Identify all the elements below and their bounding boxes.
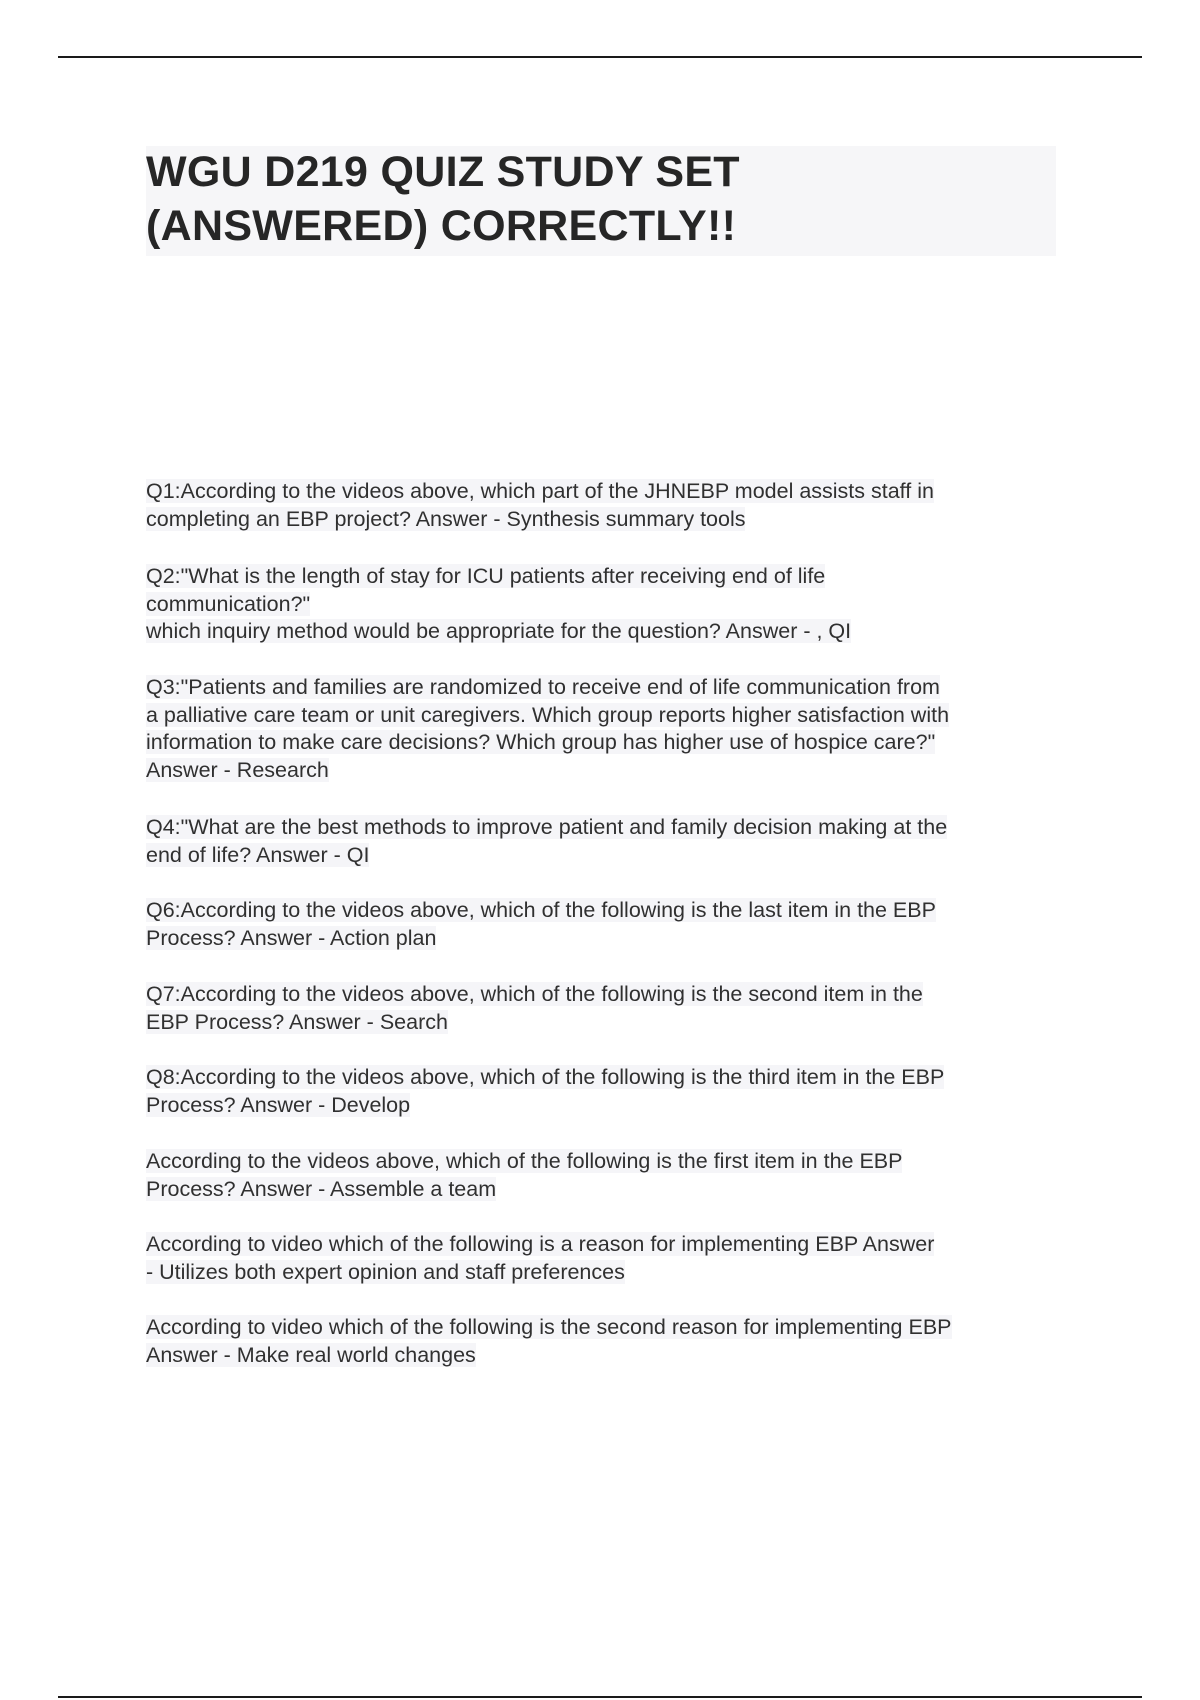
- qa-line: which inquiry method would be appropriate for the question? Answer - , QI: [146, 619, 852, 643]
- bottom-rule: [58, 1696, 1142, 1698]
- qa-line: Q7:According to the videos above, which of the following is the second item in the: [146, 982, 923, 1006]
- qa-line: information to make care decisions? Which group has higher use of hospice care?": [146, 730, 936, 754]
- qa-line: Q6:According to the videos above, which of the following is the last item in the EBP: [146, 898, 936, 922]
- qa-line: According to video which of the following is the second reason for implementing EBP: [146, 1315, 952, 1339]
- qa-item-q3: [146, 674, 1056, 784]
- qa-item-q6: [146, 897, 1056, 952]
- title-line: WGU D219 QUIZ STUDY SET: [146, 148, 740, 196]
- qa-item-q2: [146, 563, 1056, 646]
- qa-line: a palliative care team or unit caregivers. Which group reports higher satisfaction with: [146, 702, 950, 727]
- qa-item-q4: [146, 814, 1056, 869]
- qa-item-first-ebp: [146, 1148, 1056, 1203]
- qa-item-q1: [146, 478, 1056, 533]
- top-rule: [58, 56, 1142, 58]
- qa-line: EBP Process? Answer - Search: [146, 1009, 448, 1034]
- qa-line: Q8:According to the videos above, which of the following is the third item in the EBP: [146, 1065, 945, 1089]
- qa-line: Process? Answer - Action plan: [146, 925, 437, 950]
- title-line: (ANSWERED) CORRECTLY!!: [146, 202, 737, 250]
- qa-item-reason-ebp: [146, 1231, 1056, 1286]
- qa-line: According to the videos above, which of the following is the first item in the EBP: [146, 1149, 903, 1173]
- qa-line: Q2:"What is the length of stay for ICU patients after receiving end of life: [146, 564, 826, 588]
- qa-line: Process? Answer - Assemble a team: [146, 1176, 497, 1201]
- qa-line: According to video which of the following is a reason for implementing EBP Answer: [146, 1232, 935, 1256]
- qa-line: - Utilizes both expert opinion and staff preferences: [146, 1259, 625, 1284]
- document-title: [146, 146, 1056, 256]
- qa-line: Answer - Research: [146, 757, 329, 782]
- qa-line: Q3:"Patients and families are randomized to receive end of life communication from: [146, 675, 940, 699]
- qa-item-second-reason-ebp: [146, 1314, 1056, 1369]
- qa-line: Q4:"What are the best methods to improve patient and family decision making at the: [146, 815, 948, 839]
- qa-line: end of life? Answer - QI: [146, 842, 370, 867]
- qa-item-q8: [146, 1064, 1056, 1119]
- qa-item-q7: [146, 981, 1056, 1036]
- qa-line: Answer - Make real world changes: [146, 1342, 476, 1367]
- qa-line: communication?": [146, 591, 311, 616]
- qa-line: Q1:According to the videos above, which part of the JHNEBP model assists staff in: [146, 479, 934, 503]
- qa-line: completing an EBP project? Answer - Synthesis summary tools: [146, 506, 746, 531]
- qa-line: Process? Answer - Develop: [146, 1092, 411, 1117]
